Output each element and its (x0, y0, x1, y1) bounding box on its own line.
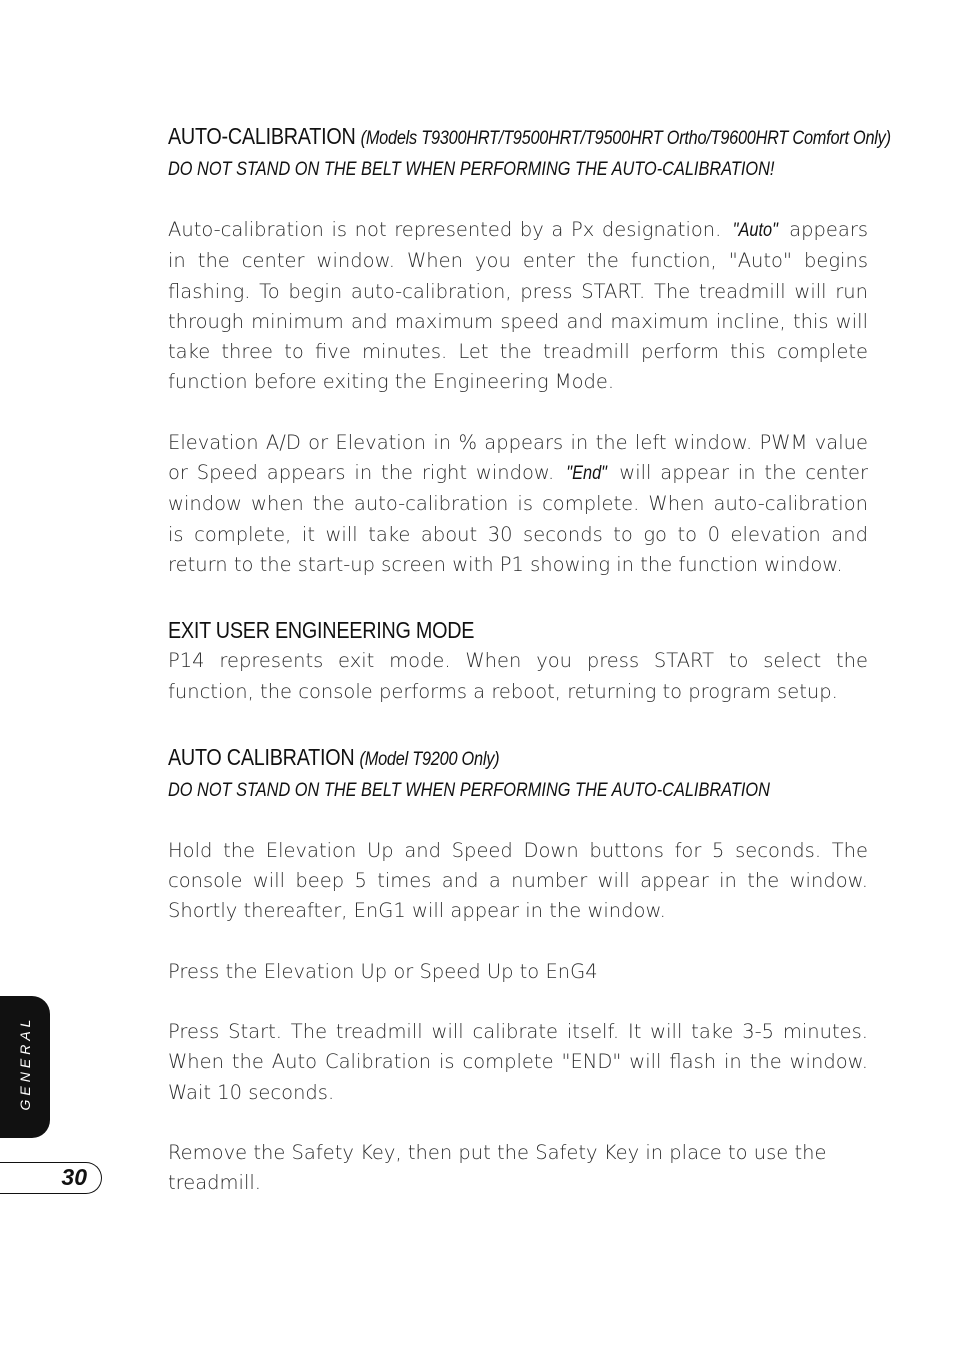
paragraph: Press the Elevation Up or Speed Up to EnG4 (168, 959, 598, 983)
page-number-badge (0, 1162, 102, 1194)
section-heading-exit-mode: EXIT USER ENGINEERING MODE (168, 617, 475, 644)
paragraph: Press Start. The treadmill will calibrate itself. It will take 3-5 minutes. When the Auto Calibration is complete "END" will flash in the window. Wait 10 seconds. (168, 1020, 868, 1104)
side-tab-label: GENERAL (17, 1015, 33, 1111)
heading-text: AUTO CALIBRATION (168, 743, 355, 770)
section-heading-auto-calibration-t9200 (168, 741, 770, 776)
paragraph: Remove the Safety Key, then put the Safety Key in place to use the treadmill. (168, 1140, 827, 1195)
paragraph (168, 428, 868, 580)
paragraph: Hold the Elevation Up and Speed Down buttons for 5 seconds. The console will beep 5 times and a number will appear in the window. Shortly thereafter, EnG1 will appear in the window. (168, 838, 868, 923)
paragraph-text: Elevation A/D or Elevation in % appears in the left window. PWM value or Speed appears in the right window. (168, 430, 868, 485)
paragraph-text: will appear in the center window when the auto-calibration is complete. When auto-calibration is complete, it will take about 30 seconds to go to 0 elevation and return to the start-up screen with P1 showing in the function window. (168, 461, 868, 576)
heading-model-note: (Models T9300HRT/T9500HRT/T9500HRT Ortho/T9600HRT Comfort Only) (360, 128, 891, 149)
paragraph-text: appears in the center window. When you enter the function, "Auto" begins flashing. To begin auto-calibration, press START. The treadmill will run through minimum and maximum speed and maximum incline, this will take three to five minutes. Let the treadmill perform this complete function before exiting the Engineering Mode. (168, 218, 869, 394)
paragraph-text: Auto-calibration is not represented by a Px designation. (168, 218, 722, 241)
paragraph (168, 215, 868, 398)
paragraph: P14 represents exit mode. When you press START to select the function, the console performs a reboot, returning to program setup. (168, 649, 868, 703)
heading-model-note: (Model T9200 Only) (359, 748, 500, 770)
page-content (168, 120, 891, 1199)
warning-text: DO NOT STAND ON THE BELT WHEN PERFORMING THE AUTO-CALIBRATION (168, 779, 770, 801)
heading-text: AUTO-CALIBRATION (168, 123, 356, 149)
page-number: 30 (61, 1164, 87, 1190)
side-tab-general (0, 996, 50, 1138)
emphasis-end: "End" (566, 463, 608, 485)
warning-text: DO NOT STAND ON THE BELT WHEN PERFORMING THE AUTO-CALIBRATION! (168, 159, 775, 180)
section-heading-auto-calibration (168, 120, 891, 155)
emphasis-auto: "Auto" (732, 220, 778, 241)
